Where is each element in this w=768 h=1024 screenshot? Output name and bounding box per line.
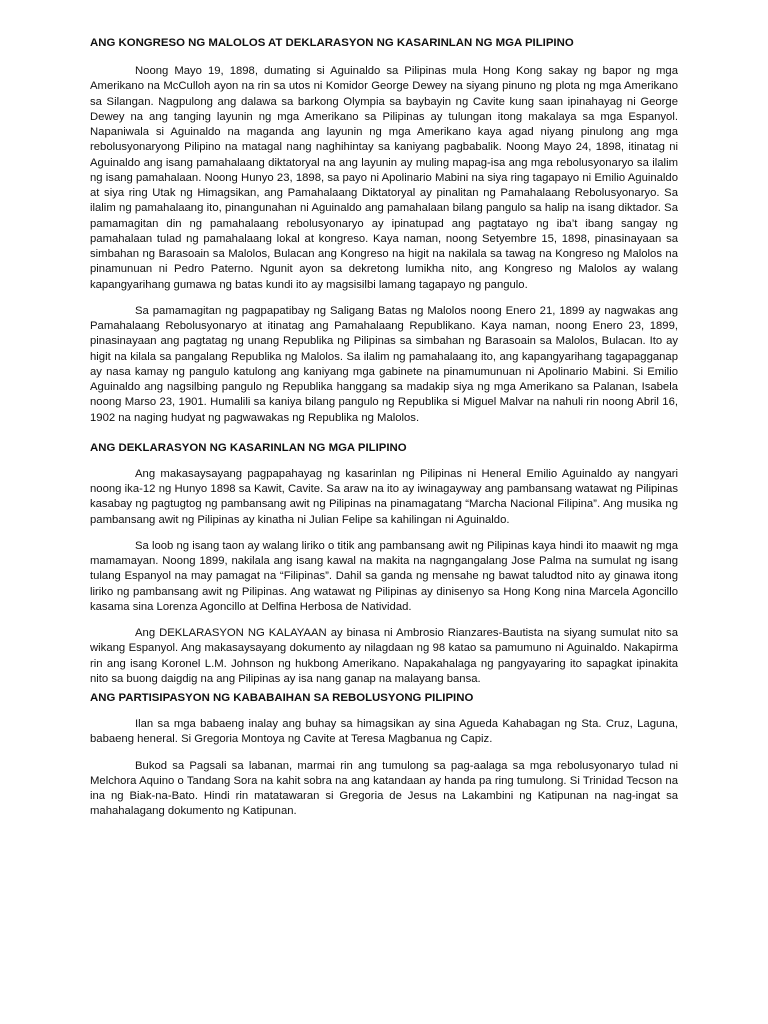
paragraph: Bukod sa Pagsali sa labanan, marmai rin ang tumulong sa pag-aalaga sa mga rebolusyonaryo tulad ni Melchora Aquino o Tandang Sora na kahit sobra na ang katandaan ay handa pa ring tumulong. Si Trinidad Tecson na ina ng Biak-na-Bato. Hindi rin matatawaran si Gregoria de Jesus na Lakambini ng Katipunan na nag-ingat sa mahahalagang dokumento ng Katipunan. (90, 759, 678, 818)
paragraph: Ang makasaysayang pagpapahayag ng kasarinlan ng Pilipinas ni Heneral Emilio Aguinaldo ay nangyari noong ika-12 ng Hunyo 1898 sa Kawit, Cavite. Sa araw na ito ay iwinagayway ang pambansang watawat ng Pilipinas kasabay ng pagtugtog ng pambansang awit ng Pilipinas na pinamagatang “Marcha Nacional Filipina”. Ang musika ng pambansang awit ng Pilipinas ay kinatha ni Julian Felipe sa kahilingan ni Aguinaldo. (90, 467, 678, 526)
paragraph: Noong Mayo 19, 1898, dumating si Aguinaldo sa Pilipinas mula Hong Kong sakay ng bapor ng mga Amerikano na McCulloh ayon na rin sa utos ni Komidor George Dewey na siyang pinuno ng plota ng mga Amerikano sa Silangan. Nagpulong ang dalawa sa barkong Olympia sa baybayin ng Cavite kung saan ipinahayag ni George Dewey na ang tanging layunin ng mga Amerikano sa Pilipinas ay tulungan itong makalaya sa mga Espanyol. Napaniwala si Aguinaldo na maganda ang layunin ng mga Amerikano kaya agad niyang pinulong ang mga rebolusyonaryong Pilipino na matagal nang naghihintay sa kaniyang pagbabalik. Noong Mayo 24, 1898, itinatag ni Aguinaldo ang isang pamahalaang diktatoryal na ang layunin ay muling mapag-isa ang mga rebolusyonaryo sa ilalim ng isang pamahalaan. Noong Hunyo 23, 1898, sa payo ni Apolinario Mabini na siya ring tagapayo ni Emilio Aguinaldo at siya ring Utak ng Himagsikan, ang Pamahalaang Diktatoryal ay pinalitan ng Pamahalaang Rebolusyonaryo. Sa ilalim ng pamahalaang ito, pinangunahan ni Aguinaldo ang pamahalaan bilang pangulo sa halip na isang diktador. Sa pamamagitan din ng pamahalaang rebolusyonaryo ay ipinatupad ang pagtatayo ng iba’t ibang sangay ng pamahalaan tulad ng pamahalaang lokal at kongreso. Kaya naman, noong Setyembre 15, 1898, pinasinayaan sa simbahan ng Barasoain sa Malolos, Bulacan ang Kongreso na higit na nakilala sa tawag na Kongreso ng Malolos na pinamunuan ni Pedro Paterno. Ngunit ayon sa dekretong lumikha nito, ang Kongreso ng Malolos ay walang kapangyarihang gumawa ng batas kundi ito ay magsisilbi lamang tagapayo ng pangulo. (90, 65, 678, 291)
document-page (90, 36, 678, 831)
paragraph: Sa loob ng isang taon ay walang liriko o titik ang pambansang awit ng Pilipinas kaya hindi ito maawit ng mga mamamayan. Noong 1899, nakilala ang isang kawal na makita na nagngangalang Jose Palma na sumulat ng isang tulang Espanyol na may pamagat na “Filipinas”. Dahil sa ganda ng mensahe ng bawat taludtod nito ay ginawa itong liriko ng pambansang awit ng Pilipinas. Ang watawat ng Pilipinas ay dinisenyo sa Hong Kong nina Marcela Agoncillo kasama sina Lorenza Agoncillo at Delfina Herbosa de Natividad. (90, 539, 678, 613)
section-heading-malolos: ANG KONGRESO NG MALOLOS AT DEKLARASYON NG KASARINLAN NG MGA PILIPINO (90, 37, 574, 49)
paragraph: Ang DEKLARASYON NG KALAYAAN ay binasa ni Ambrosio Rianzares-Bautista na siyang sumulat nito sa wikang Espanyol. Ang makasaysayang dokumento ay nilagdaan ng 98 katao sa pamumuno ni Aguinaldo. Nakapirma rin ang isang Koronel L.M. Johnson ng hukbong Amerikano. Napakahalaga ng pangyayaring ito sapagkat ipinakita nito sa buong daigdig na ang Pilipinas ay isa nang ganap na malayang bansa. (90, 627, 678, 685)
section-heading-deklarasyon: ANG DEKLARASYON NG KASARINLAN NG MGA PILIPINO (90, 441, 407, 454)
paragraph: Sa pamamagitan ng pagpapatibay ng Saligang Batas ng Malolos noong Enero 21, 1899 ay nagwakas ang Pamahalaang Rebolusyonaryo at itinatag ang Pamahalaang Republikano. Kaya naman, noong Enero 23, 1899, pinasinayaan ang pagtatag ng unang Republika ng Pilipinas sa simbahan ng Barasoain sa Malolos, Bulacan. Ito ay higit na kilala sa pangalang Republika ng Malolos. Sa ilalim ng pamahalaang ito, ang kapangyarihang tagapagganap ay nasa kamay ng pangulo katulong ang kaniyang mga gabinete na pinamumunuan ni Apolinario Mabini. Si Emilio Aguinaldo ang nagsilbing pangulo ng Republika hanggang sa madakip siya ng mga Amerikano sa Palanan, Isabela noong Marso 23, 1901. Humalili sa kaniya bilang pangulo ng Republika si Miguel Malvar na nahuli rin noong Abril 16, 1902 na naging hudyat ng pagwawakas ng Republika ng Malolos. (90, 304, 678, 424)
section-heading-kababaihan: ANG PARTISIPASYON NG KABABAIHAN SA REBOLUSYONG PILIPINO (90, 692, 474, 704)
paragraph: Ilan sa mga babaeng inalay ang buhay sa himagsikan ay sina Agueda Kahabagan ng Sta. Cruz, Laguna, babaeng heneral. Si Gregoria Montoya ng Cavite at Teresa Magbanua ng Capiz. (90, 718, 678, 746)
